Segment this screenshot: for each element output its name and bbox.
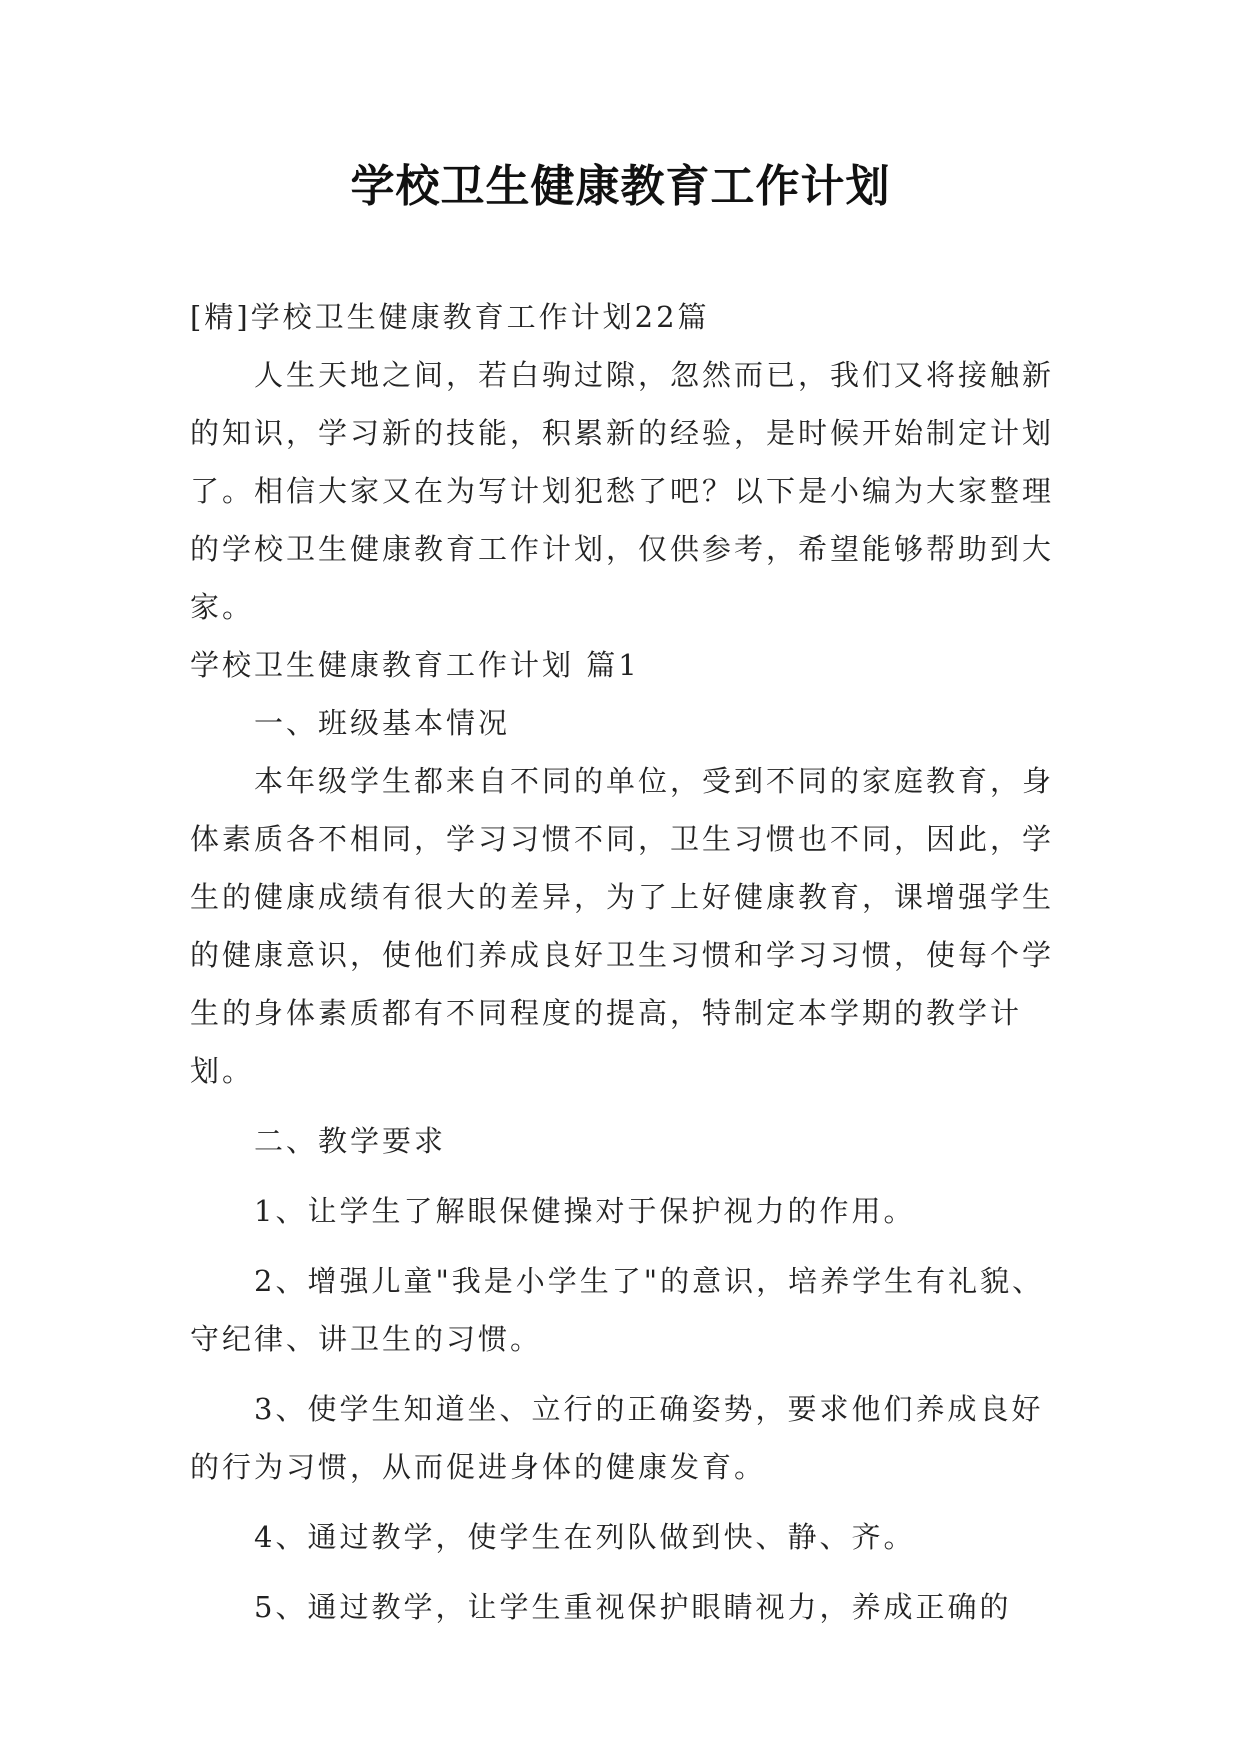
section-heading: 学校卫生健康教育工作计划 篇1 bbox=[190, 648, 640, 682]
requirement-item-4: 4、通过教学，使学生在列队做到快、静、齐。 bbox=[254, 1520, 916, 1554]
requirement-item-5: 5、通过教学，让学生重视保护眼睛视力，养成正确的 bbox=[254, 1590, 1012, 1624]
requirement-item-2: 2、增强儿童"我是小学生了"的意识，培养学生有礼貌、守纪律、讲卫生的习惯。 bbox=[190, 1264, 1045, 1356]
intro-paragraph: 人生天地之间，若白驹过隙，忽然而已，我们又将接触新的知识，学习新的技能，积累新的经验，是时候开始制定计划了。相信大家又在为写计划犯愁了吧？以下是小编为大家整理的学校卫生健康教育工作计划，仅供参考，希望能够帮助到大家。 bbox=[190, 358, 1055, 624]
document-title: 学校卫生健康教育工作计划 bbox=[350, 161, 891, 212]
requirement-item-3: 3、使学生知道坐、立行的正确姿势，要求他们养成良好的行为习惯，从而促进身体的健康发育。 bbox=[190, 1392, 1044, 1484]
requirement-item-1: 1、让学生了解眼保健操对于保护视力的作用。 bbox=[254, 1194, 916, 1228]
subheading-teaching-requirements: 二、教学要求 bbox=[254, 1124, 447, 1158]
subheading-class-info: 一、班级基本情况 bbox=[254, 706, 511, 740]
class-info-paragraph: 本年级学生都来自不同的单位，受到不同的家庭教育，身体素质各不相同，学习习惯不同，卫生习惯也不同，因此，学生的健康成绩有很大的差异，为了上好健康教育，课增强学生的健康意识，使他们养成良好卫生习惯和学习习惯，使每个学生的身体素质都有不同程度的提高，特制定本学期的教学计划。 bbox=[190, 764, 1055, 1088]
document-body bbox=[190, 288, 1070, 1636]
subtitle-line: [精]学校卫生健康教育工作计划22篇 bbox=[190, 300, 710, 334]
